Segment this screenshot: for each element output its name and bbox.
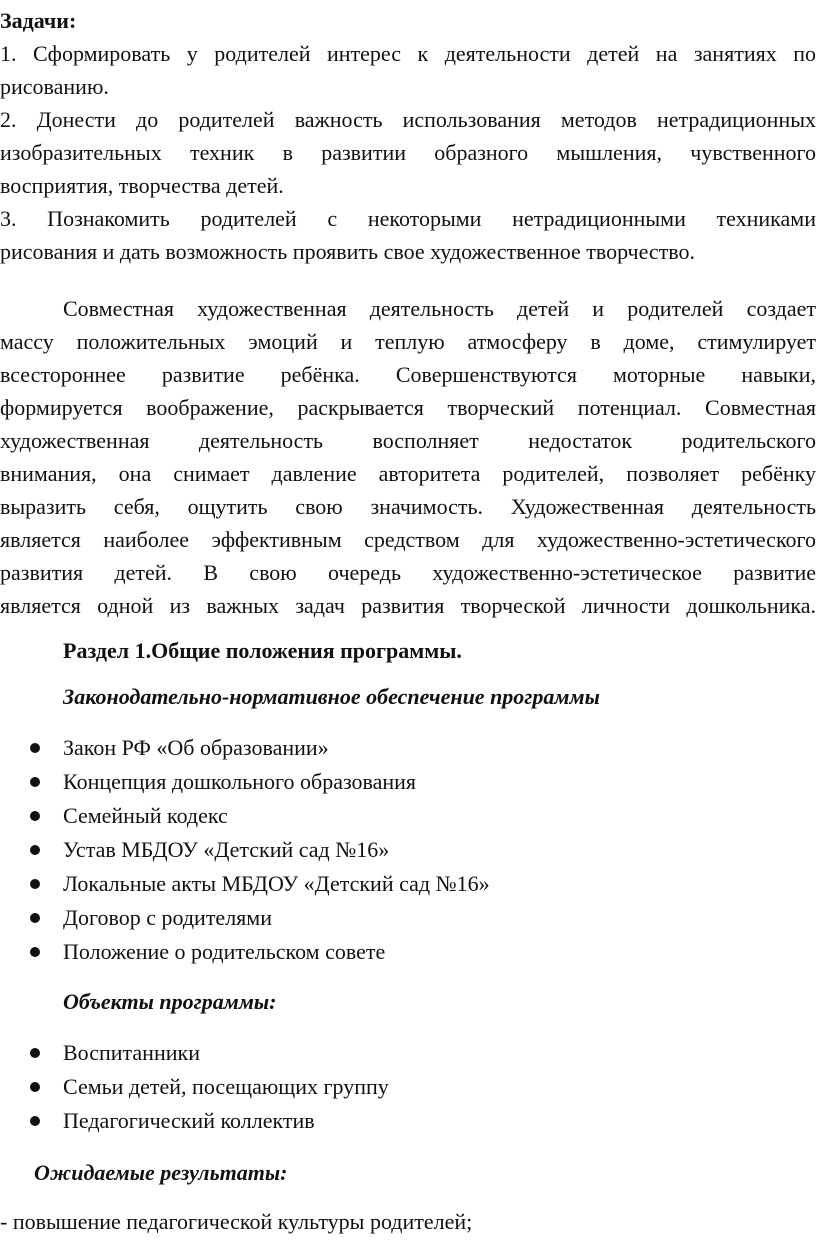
bullet-icon bbox=[30, 811, 40, 821]
bullet-icon bbox=[30, 743, 40, 753]
bullet-icon bbox=[30, 777, 40, 787]
list-item: Договор с родителями bbox=[63, 905, 272, 930]
results-line: - повышение педагогической культуры родителей; bbox=[0, 1209, 473, 1234]
task-line: восприятия, творчества детей. bbox=[0, 173, 284, 198]
list-item: Закон РФ «Об образовании» bbox=[63, 735, 329, 760]
list-item: Семьи детей, посещающих группу bbox=[63, 1074, 389, 1099]
paragraph-line: Совместная художественная деятельность детей и родителей создает bbox=[63, 296, 816, 321]
list-item: Воспитанники bbox=[63, 1040, 200, 1065]
legal-heading: Законодательно-нормативное обеспечение программы bbox=[63, 684, 600, 709]
paragraph-line: массу положительных эмоций и теплую атмосферу в доме, стимулирует bbox=[0, 329, 816, 354]
tasks-heading: Задачи: bbox=[0, 8, 77, 33]
list-item: Педагогический коллектив bbox=[63, 1108, 315, 1133]
paragraph-line: развития детей. В свою очередь художественно-эстетическое развитие bbox=[0, 560, 816, 585]
task-line: 1. Сформировать у родителей интерес к деятельности детей на занятиях по bbox=[0, 41, 816, 66]
task-line: рисованию. bbox=[0, 74, 109, 99]
paragraph-line: внимания, она снимает давление авторитета родителей, позволяет ребёнку bbox=[0, 461, 816, 486]
list-item: Семейный кодекс bbox=[63, 803, 228, 828]
objects-heading: Объекты программы: bbox=[63, 989, 277, 1014]
bullet-icon bbox=[30, 1082, 40, 1092]
paragraph-line: формируется воображение, раскрывается творческий потенциал. Совместная bbox=[0, 395, 816, 420]
bullet-icon bbox=[30, 879, 40, 889]
bullet-icon bbox=[30, 1116, 40, 1126]
list-item: Устав МБДОУ «Детский сад №16» bbox=[63, 837, 390, 862]
task-line: 3. Познакомить родителей с некоторыми нетрадиционными техниками bbox=[0, 206, 816, 231]
list-item: Концепция дошкольного образования bbox=[63, 769, 417, 794]
paragraph-line: является наиболее эффективным средством для художественно-эстетического bbox=[0, 527, 816, 552]
paragraph-line: художественная деятельность восполняет недостаток родительского bbox=[0, 428, 816, 453]
task-line: изобразительных техник в развитии образного мышления, чувственного bbox=[0, 140, 816, 165]
task-line: 2. Донести до родителей важность использования методов нетрадиционных bbox=[0, 107, 816, 132]
paragraph-line: выразить себя, ощутить свою значимость. Художественная деятельность bbox=[0, 494, 816, 519]
bullet-icon bbox=[30, 947, 40, 957]
paragraph-line: является одной из важных задач развития творческой личности дошкольника. bbox=[0, 593, 816, 618]
results-heading: Ожидаемые результаты: bbox=[34, 1160, 288, 1185]
task-line: рисования и дать возможность проявить свое художественное творчество. bbox=[0, 239, 696, 264]
bullet-icon bbox=[30, 1048, 40, 1058]
list-item: Положение о родительском совете bbox=[63, 939, 386, 964]
list-item: Локальные акты МБДОУ «Детский сад №16» bbox=[63, 871, 490, 896]
bullet-icon bbox=[30, 913, 40, 923]
section-heading: Раздел 1.Общие положения программы. bbox=[63, 638, 462, 663]
bullet-icon bbox=[30, 845, 40, 855]
paragraph-line: всестороннее развитие ребёнка. Совершенствуются моторные навыки, bbox=[0, 362, 816, 387]
